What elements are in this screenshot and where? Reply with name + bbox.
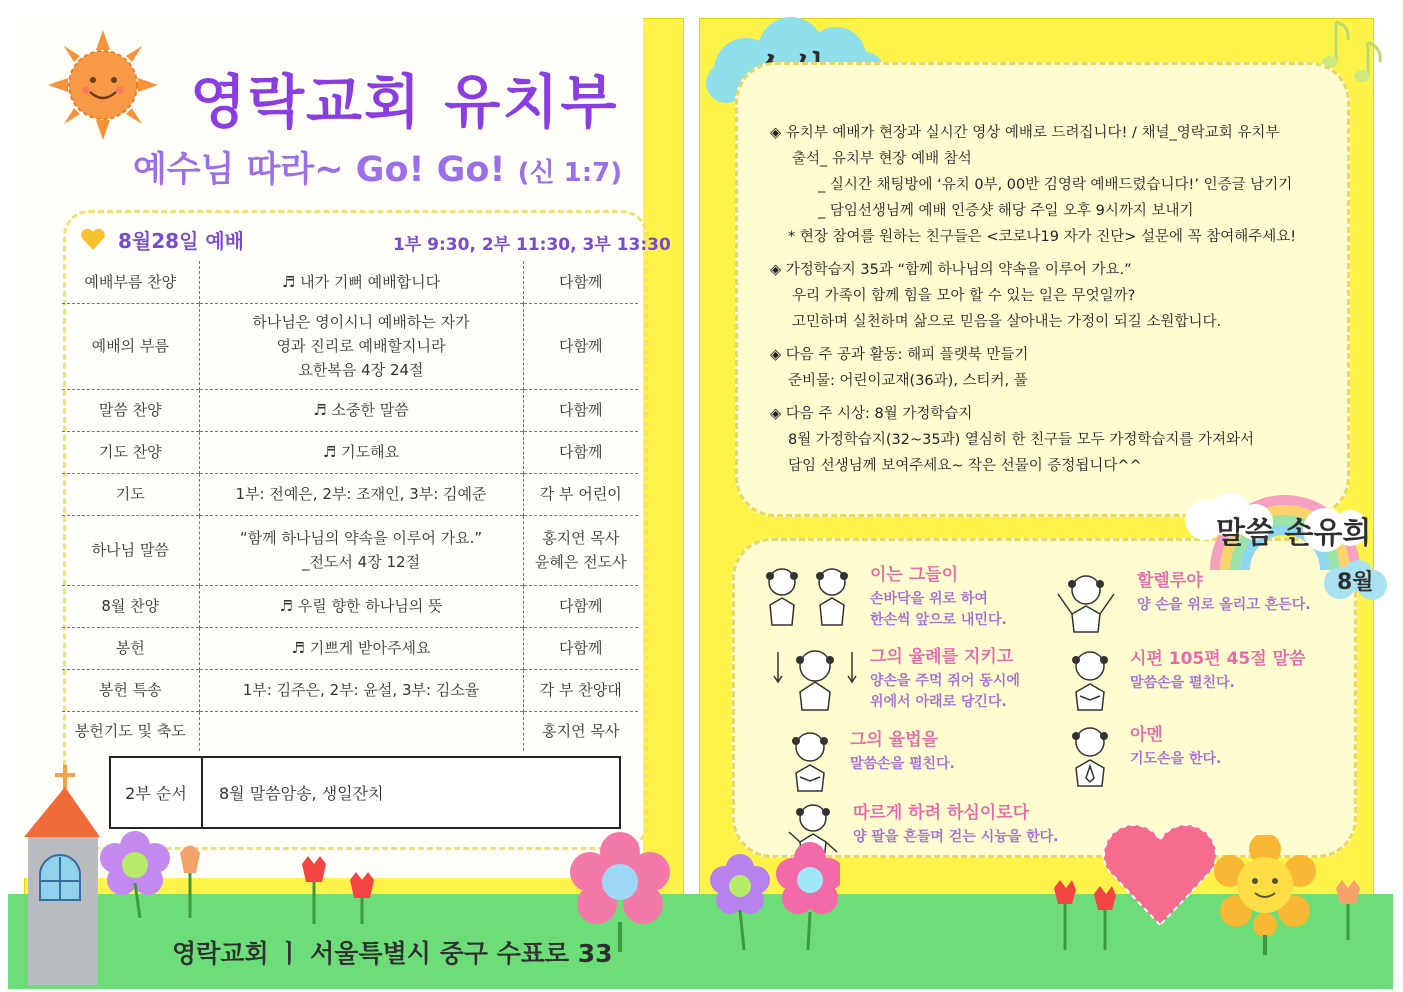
sign-desc-line: 말씀손을 펼친다. <box>1130 675 1235 691</box>
tulips-icon <box>296 856 384 924</box>
sign-item <box>760 560 1007 632</box>
worship-order-row <box>62 585 638 627</box>
order-item-content <box>199 711 523 751</box>
news-line: 고민하며 실천하며 삶으로 믿음을 살아내는 가정이 되길 소원합니다. <box>792 314 1222 330</box>
order-item-content-line: ♬ 기도해요 <box>322 443 400 461</box>
worship-order-row <box>62 473 638 515</box>
sign-item-title: 그의 율례를 지키고 <box>870 647 1014 667</box>
order-item-leader <box>523 627 638 669</box>
worship-order-row <box>62 261 638 303</box>
worship-times: 1부 9:30, 2부 11:30, 3부 13:30 <box>393 235 671 255</box>
order-item-name <box>62 261 199 303</box>
news-line: ◈ 가정학습지 35과 “함께 하나님의 약속을 이루어 가요.” <box>770 262 1132 278</box>
order-item-leader-line: 다함께 <box>559 337 603 355</box>
sign-item-title: 이는 그들이 <box>870 565 959 585</box>
worship-date <box>80 225 244 254</box>
order-item-leader <box>523 261 638 303</box>
news-line: 준비물: 어린이교재(36과), 스티커, 풀 <box>788 373 1028 389</box>
kids-palms-up-icon <box>760 560 860 632</box>
order-item-name <box>62 473 199 515</box>
order-item-name-line: 기도 찬양 <box>98 443 162 461</box>
order-item-name-line: 말씀 찬양 <box>98 401 162 419</box>
order-item-leader-line: 다함께 <box>559 597 603 615</box>
order-item-name-line: 8월 찬양 <box>101 597 160 615</box>
part2-box <box>109 756 621 829</box>
subtitle-ref: (신 1:7) <box>517 158 623 188</box>
kid-praying-icon <box>1060 720 1120 792</box>
order-item-content <box>199 389 523 431</box>
order-item-content-line: ♬ 우릴 향한 하나님의 뜻 <box>279 597 443 615</box>
kid-fists-down-icon <box>770 642 860 714</box>
sun-icon <box>48 30 158 140</box>
order-item-name-line: 봉헌 특송 <box>98 681 162 699</box>
news-line: _ 담임선생님께 예배 인증샷 해당 주일 오후 9시까지 보내기 <box>818 203 1194 219</box>
sign-desc-line: 손바닥을 위로 하여 <box>870 591 988 607</box>
order-item-leader-line: 홍지연 목사 <box>542 529 620 547</box>
worship-order-row <box>62 303 638 389</box>
footer-address: 영락교회 ㅣ 서울특별시 중구 수표로 33 <box>172 939 613 968</box>
heart-icon <box>80 228 106 252</box>
kid-open-book-icon <box>780 725 840 797</box>
sign-title: 말씀 손유희 <box>1216 516 1372 551</box>
worship-date-text: 8월28일 예배 <box>118 229 244 253</box>
tulip-orange-icon <box>1330 880 1370 940</box>
news-item <box>770 120 1345 250</box>
news-line: ◈ 다음 주 시상: 8월 가정학습지 <box>770 406 973 422</box>
order-item-content-line: 하나님은 영이시니 예배하는 자가 <box>252 313 470 331</box>
worship-order-table <box>62 261 638 751</box>
sign-item-desc <box>853 827 1059 848</box>
sign-item <box>1060 644 1305 716</box>
sign-item <box>780 725 955 797</box>
news-line: 8월 가정학습지(32~35과) 열심히 한 친구들 모두 가정학습지를 가져와서 <box>788 432 1255 448</box>
news-line: ◈ 유치부 예배가 현장과 실시간 영상 예배로 드려집니다! / 채널_영락교회 유치부 <box>770 125 1280 141</box>
sign-item-desc <box>870 589 1007 631</box>
order-item-content-line: ♬ 기쁘게 받아주세요 <box>291 639 431 657</box>
news-item <box>770 257 1345 335</box>
sign-desc-line: 양 손을 위로 올리고 흔든다. <box>1137 597 1311 613</box>
order-item-leader <box>523 389 638 431</box>
part2-value: 8월 말씀암송, 생일잔치 <box>219 784 384 803</box>
order-item-leader-line: 각 부 찬양대 <box>539 681 622 699</box>
order-item-leader <box>523 473 638 515</box>
order-item-content <box>199 585 523 627</box>
sign-item-title: 그의 율법을 <box>850 730 939 750</box>
order-item-name <box>62 389 199 431</box>
sign-item-desc <box>1130 673 1305 694</box>
order-item-leader-line: 다함께 <box>559 272 603 291</box>
order-item-content-line: 1부: 김주은, 2부: 윤설, 3부: 김소율 <box>242 681 480 699</box>
order-item-leader <box>523 431 638 473</box>
order-item-name <box>62 669 199 711</box>
order-item-content-line: “함께 하나님의 약속을 이루어 가요.” <box>239 529 483 547</box>
part2-label: 2부 순서 <box>111 758 203 827</box>
order-item-leader <box>523 669 638 711</box>
news-line: ◈ 다음 주 공과 활동: 해피 플랫북 만들기 <box>770 347 1029 363</box>
sunflower-icon <box>1210 835 1320 955</box>
worship-order-row <box>62 669 638 711</box>
sign-item-title: 아멘 <box>1130 725 1163 745</box>
news-item <box>770 401 1345 479</box>
page-subtitle <box>133 142 622 192</box>
sign-item-desc <box>1137 595 1311 616</box>
order-item-name <box>62 431 199 473</box>
worship-order-row <box>62 711 638 751</box>
order-item-content <box>199 473 523 515</box>
sign-desc-line: 위에서 아래로 당긴다. <box>870 694 1007 710</box>
order-item-content-line: ♬ 소중한 말씀 <box>313 401 409 419</box>
order-item-name-line: 하나님 말씀 <box>91 541 169 559</box>
sign-desc-line: 기도손을 한다. <box>1130 751 1222 767</box>
news-item <box>770 342 1345 394</box>
order-item-name <box>62 303 199 389</box>
order-item-name <box>62 711 199 751</box>
flower-icon <box>100 828 210 918</box>
order-item-content-line: _전도서 4장 12절 <box>301 553 421 571</box>
page-title: 영락교회 유치부 <box>190 68 619 136</box>
kid-hands-up-icon <box>1045 566 1127 638</box>
order-item-content <box>199 431 523 473</box>
sign-item-desc <box>870 671 1020 713</box>
order-item-content <box>199 627 523 669</box>
order-item-name <box>62 515 199 585</box>
order-item-content-line: 영과 진리로 예배할지니라 <box>276 337 446 355</box>
order-item-leader-line: 각 부 어린이 <box>539 485 622 503</box>
order-item-name <box>62 627 199 669</box>
order-item-name-line: 봉헌 <box>115 639 145 657</box>
order-item-content-line: ♬ 내가 기뻐 예배합니다 <box>281 272 441 291</box>
sign-item-title: 할렐루야 <box>1137 571 1203 591</box>
order-item-content <box>199 515 523 585</box>
order-item-content <box>199 261 523 303</box>
order-item-leader <box>523 515 638 585</box>
flowers-icon <box>710 840 840 950</box>
order-item-leader-line: 다함께 <box>559 443 603 461</box>
order-item-name-line: 기도 <box>115 485 145 503</box>
news-line: _ 실시간 채팅방에 ‘유치 0부, 00반 김영락 예배드렸습니다!’ 인증글 남기기 <box>818 177 1293 193</box>
order-item-content-line: 요한복음 4장 24절 <box>298 361 424 379</box>
sign-item <box>770 642 1020 714</box>
sign-item <box>1045 566 1311 638</box>
order-item-leader-line: 홍지연 목사 <box>542 722 620 741</box>
sign-desc-line: 양손을 주먹 쥐어 동시에 <box>870 673 1020 689</box>
sign-desc-line: 말씀손을 펼친다. <box>850 756 955 772</box>
order-item-leader-line: 다함께 <box>559 639 603 657</box>
sign-item-title: 따르게 하려 하심이로다 <box>853 803 1030 823</box>
order-item-name <box>62 585 199 627</box>
sign-desc-line: 양 팔을 흔들며 걷는 시늉을 한다. <box>853 829 1059 845</box>
sign-item <box>1060 720 1221 792</box>
order-item-leader <box>523 303 638 389</box>
news-line: 출석_ 유치부 현장 예배 참석 <box>792 151 972 167</box>
order-item-name-line: 예배부름 찬양 <box>84 272 177 291</box>
news-line: 담임 선생님께 보여주세요~ 작은 선물이 증정됩니다^^ <box>788 458 1142 474</box>
order-item-content <box>199 669 523 711</box>
sign-month: 8월 <box>1337 570 1374 595</box>
worship-order-row <box>62 627 638 669</box>
worship-order-row <box>62 431 638 473</box>
order-item-name-line: 예배의 부름 <box>91 337 169 355</box>
order-item-leader-line: 다함께 <box>559 401 603 419</box>
sign-item-title: 시편 105편 45절 말씀 <box>1130 649 1306 669</box>
order-item-leader-line: 윤혜은 전도사 <box>534 553 627 571</box>
church-icon <box>20 765 102 985</box>
news-list <box>770 120 1345 486</box>
news-line: 우리 가족이 함께 힘을 모아 할 수 있는 일은 무엇일까? <box>792 288 1136 304</box>
worship-order-row <box>62 515 638 585</box>
kid-open-book-icon <box>1060 644 1120 716</box>
order-item-leader <box>523 711 638 751</box>
sign-item-desc <box>850 754 955 775</box>
sign-item-desc <box>1130 749 1221 770</box>
news-line: * 현장 참여를 원하는 친구들은 <코로나19 자가 진단> 설문에 꼭 참여해주세요! <box>788 229 1297 245</box>
order-item-content-line: 1부: 전예은, 2부: 조재인, 3부: 김예준 <box>235 485 487 503</box>
order-item-leader <box>523 585 638 627</box>
heart-decor-icon <box>1100 820 1220 930</box>
sign-desc-line: 한손씩 앞으로 내민다. <box>870 612 1007 628</box>
order-item-name-line: 봉헌기도 및 축도 <box>74 722 186 741</box>
worship-order-row <box>62 389 638 431</box>
order-item-content <box>199 303 523 389</box>
subtitle-text: 예수님 따라~ Go! Go! <box>133 150 506 190</box>
